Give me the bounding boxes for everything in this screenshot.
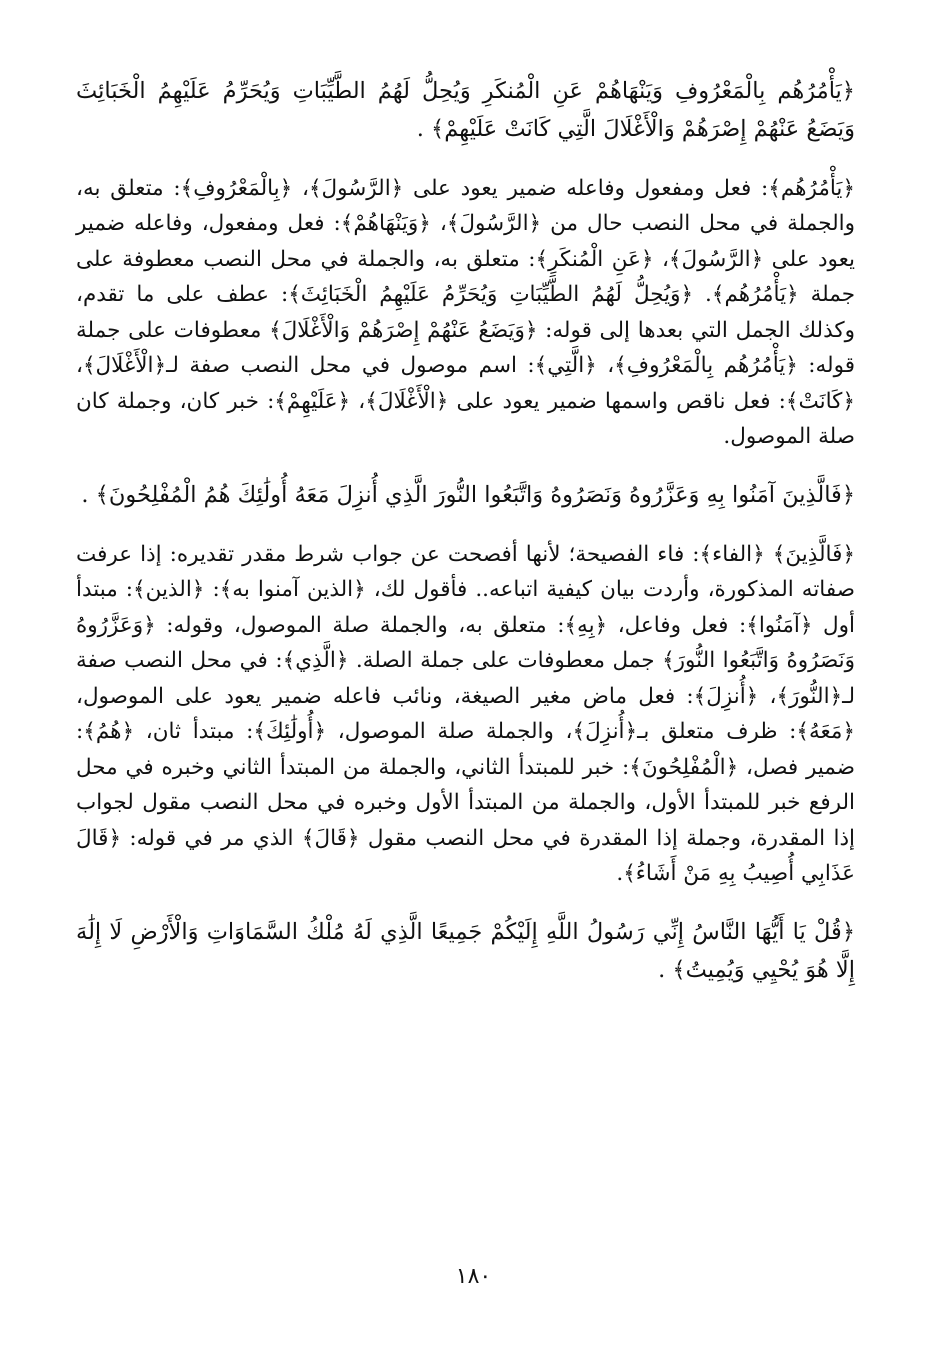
grammar-commentary-block: ﴿فَالَّذِينَ﴾ ﴿الفاء﴾: فاء الفصيحة؛ لأنها أفصحت عن جواب شرط مقدر تقديره: إذا عرفت صفاته المذكورة، وأردت بيان كيفية اتباعه.. فأقول لك، ﴿الذين آمنوا به﴾: ﴿الذين﴾: مبتدأ أول ﴿آمَنُوا﴾: فعل وفاعل، ﴿بِهِ﴾: متعلق به، والجملة صلة الموصول، وقوله: ﴿وَعَزَّرُوهُ وَنَصَرُوهُ وَاتَّبَعُوا النُّورَ﴾ جمل معطوفات على جملة الصلة. ﴿الَّذِي﴾: في محل النصب صفة لـ﴿النُّورَ﴾، ﴿أُنزِلَ﴾: فعل ماض مغير الصيغة، ونائب فاعله ضمير يعود على الموصول، ﴿مَعَهُ﴾: ظرف متعلق بـ﴿أُنزِلَ﴾، والجملة صلة الموصول، ﴿أُولَٰئِكَ﴾: مبتدأ ثان، ﴿هُمُ﴾: ضمير فصل، ﴿الْمُفْلِحُونَ﴾: خبر للمبتدأ الثاني، والجملة من المبتدأ الثاني وخبره في محل الرفع خبر للمبتدأ الأول، والجملة من المبتدأ الأول وخبره في محل النصب مقول لجواب إذا المقدرة، وجملة إذا المقدرة في محل النصب مقول ﴿قَالَ﴾ الذي مر في قوله: ﴿قَالَ عَذَابِي أُصِيبُ بِهِ مَنْ أَشَاءُ﴾. (76, 541, 855, 886)
quran-verse-block: ﴿يَأْمُرُهُم بِالْمَعْرُوفِ وَيَنْهَاهُمْ عَنِ الْمُنكَرِ وَيُحِلُّ لَهُمُ الطَّيِّبَاتِ وَيُحَرِّمُ عَلَيْهِمُ الْخَبَائِثَ وَيَضَعُ عَنْهُمْ إِصْرَهُمْ وَالْأَغْلَالَ الَّتِي كَانَتْ عَلَيْهِمْ﴾ . (76, 78, 855, 142)
grammar-commentary-block: ﴿يَأْمُرُهُم﴾: فعل ومفعول وفاعله ضمير يعود على ﴿الرَّسُولَ﴾، ﴿بِالْمَعْرُوفِ﴾: متعلق به، والجملة في محل النصب حال من ﴿الرَّسُولَ﴾، ﴿وَيَنْهَاهُمْ﴾: فعل ومفعول، وفاعله ضمير يعود على ﴿الرَّسُولَ﴾، ﴿عَنِ الْمُنكَرِ﴾: متعلق به، والجملة في محل النصب معطوفة على جملة ﴿يَأْمُرُهُم﴾. ﴿وَيُحِلُّ لَهُمُ الطَّيِّبَاتِ وَيُحَرِّمُ عَلَيْهِمُ الْخَبَائِثَ﴾: عطف على ما تقدم، وكذلك الجمل التي بعدها إلى قوله: ﴿وَيَضَعُ عَنْهُمْ إِصْرَهُمْ وَالْأَغْلَالَ﴾ معطوفات على جملة قوله: ﴿يَأْمُرُهُم بِالْمَعْرُوفِ﴾، ﴿الَّتِي﴾: اسم موصول في محل النصب صفة لـ﴿الْأَغْلَالَ﴾، ﴿كَانَتْ﴾: فعل ناقص واسمها ضمير يعود على ﴿الْأَغْلَالَ﴾، ﴿عَلَيْهِمْ﴾: خبر كان، وجملة كان صلة الموصول. (76, 175, 855, 449)
quran-verse-block: ﴿قُلْ يَا أَيُّهَا النَّاسُ إِنِّي رَسُولُ اللَّهِ إِلَيْكُمْ جَمِيعًا الَّذِي لَهُ مُلْكُ السَّمَاوَاتِ وَالْأَرْضِ لَا إِلَٰهَ إِلَّا هُوَ يُحْيِي وَيُمِيتُ﴾ . (76, 919, 856, 983)
page-number: ١٨٠ (455, 1264, 492, 1289)
quran-verse-block: ﴿فَالَّذِينَ آمَنُوا بِهِ وَعَزَّرُوهُ وَنَصَرُوهُ وَاتَّبَعُوا النُّورَ الَّذِي أُنزِلَ مَعَهُ أُولَٰئِكَ هُمُ الْمُفْلِحُونَ﴾ . (81, 482, 855, 508)
